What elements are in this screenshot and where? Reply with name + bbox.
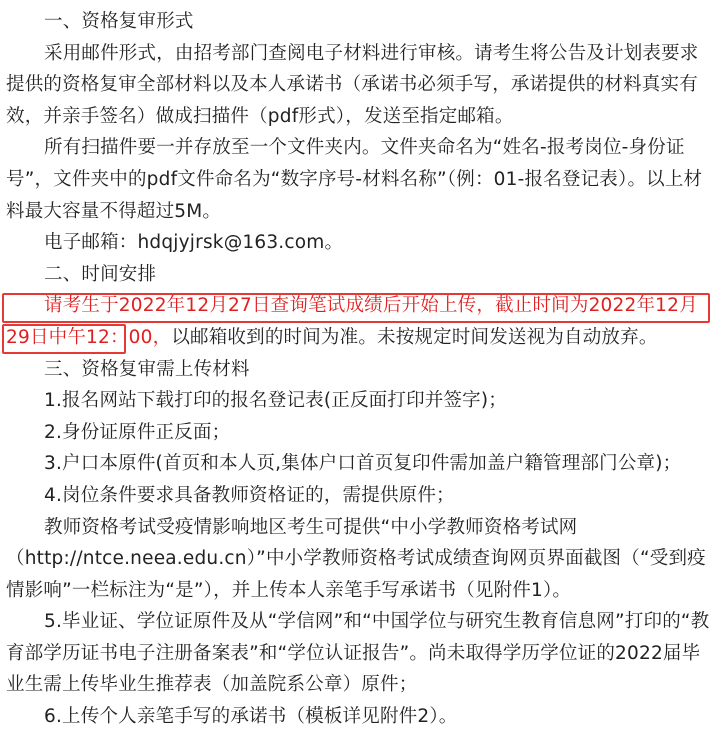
material-item-2: 2.身份证原件正反面； [44,421,231,443]
material-item-4: 4.岗位条件要求具备教师资格证的，需提供原件； [44,484,455,506]
section-1-paragraph-2: 所有扫描件要一并存放至一个文件夹内。文件夹命名为“姓名-报考岗位-身份证号”，文件夹中的pdf文件命名为“数字序号-材料名称”（例：01-报名登记表）。以上材料最大容量不得超过5M。 [6,137,703,222]
material-item-4-note: 教师资格考试受疫情影响地区考生可提供“中小学教师资格考试网（http://ntce.neea.edu.cn）”中小学教师资格考试成绩查询网页界面截图（“受到疫情影响”一栏标注为“是”），并上传本人亲笔手写承诺书（见附件1）。 [6,516,706,601]
material-item-5: 5.毕业证、学位证原件及从“学信网”和“中国学位与研究生教育信息网”打印的“教育部学历证书电子注册备案表”和“学位认证报告”。尚未取得学历学位证的2022届毕业生需上传毕业生推荐表（加盖院系公章）原件； [6,611,710,696]
section-1-paragraph-1: 采用邮件形式，由招考部门查阅电子材料进行审核。请考生将公告及计划表要求提供的资格复审全部材料以及本人承诺书（承诺书必须手写，承诺提供的材料真实有效，并亲手签名）做成扫描件（pdf形式），发送至指定邮箱。 [6,42,699,127]
time-arrangement-block [6,290,714,353]
section-2-heading: 二、时间安排 [44,263,157,285]
section-1-heading: 一、资格复审形式 [44,11,194,32]
material-item-3: 3.户口本原件(首页和本人页,集体户口首页复印件需加盖户籍管理部门公章)； [44,453,682,475]
material-item-1: 1.报名网站下载打印的报名登记表(正反面打印并签字)； [44,390,507,412]
section-3-heading: 三、资格复审需上传材料 [44,358,250,380]
email-line: 电子邮箱：hdqjyjrsk@163.com。 [44,232,344,254]
time-arrangement-paragraph [6,290,714,353]
deadline-rest-text: 以邮箱收到的时间为准。未按规定时间发送视为自动放弃。 [171,326,658,348]
highlighted-deadline-text: 请考生于2022年12月27日查询笔试成绩后开始上传，截止时间为2022年12月29日中午12：00， [6,295,698,348]
material-item-6: 6.上传个人亲笔手写的承诺书（模板详见附件2）。 [44,706,458,728]
